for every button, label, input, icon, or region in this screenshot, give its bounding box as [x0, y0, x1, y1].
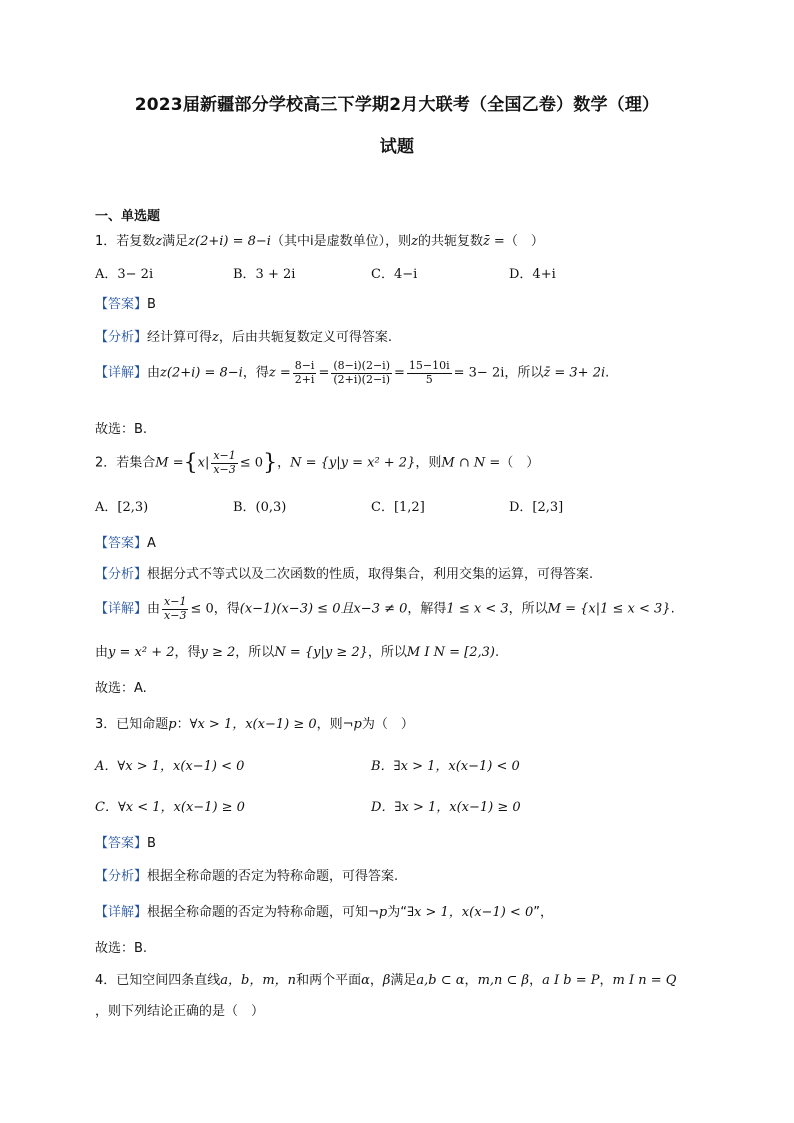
q2-stem-fraction: $\frac{x-1}{x-3}$ [213, 449, 236, 476]
q3-option-d: D．∃x > 1，x(x−1) ≥ 0 [371, 800, 521, 815]
section-heading: 一、单选题 [95, 209, 161, 224]
q2-option-b: B．(0,3) [233, 500, 287, 515]
q1-option-a: A．3− 2i [95, 267, 154, 282]
q1-option-d: D．4+i [509, 267, 556, 282]
q2-detail-1: 【详解】由 $\frac{x-1}{x-3}$ ≤ 0，得(x−1)(x−3) ≤ 0且x−3 ≠ 0，解得1 ≤ x < 3，所以M = {x|1 ≤ x < 3}. [95, 595, 675, 622]
q1-stem: 1．若复数z满足z(2+i) = 8−i（其中i是虚数单位），则z的共轭复数z̄ =（ ） [95, 234, 544, 249]
doc-title-line2: 试题 [379, 137, 415, 157]
q3-choose: 故选：B. [95, 941, 148, 956]
q3-detail: 【详解】根据全称命题的否定为特称命题，可知¬p为“∃x > 1，x(x−1) < 0”， [95, 905, 553, 920]
q1-analysis: 【分析】经计算可得z，后由共轭复数定义可得答案. [95, 330, 393, 345]
q1-frac-2: $\frac{(8-i)(2-i)}{(2+i)(2-i)}$ [333, 359, 390, 386]
q4-stem: 4．已知空间四条直线a，b，m，n和两个平面α，β满足a,b ⊂ α，m,n ⊂ β，a I b = P，m I n = Q [95, 973, 677, 988]
q2-option-a: A．[2,3) [95, 500, 149, 515]
q1-frac-1: $\frac{8-i}{2+i}$ [294, 359, 315, 386]
q2-detail-fraction: $\frac{x-1}{x-3}$ [164, 595, 187, 622]
q1-answer: 【答案】B [95, 297, 156, 312]
q3-analysis: 【分析】根据全称命题的否定为特称命题，可得答案. [95, 869, 399, 884]
q2-option-d: D．[2,3] [509, 500, 564, 515]
q1-frac-3: $\frac{15-10i}{5}$ [408, 359, 450, 386]
doc-title: 2023届新疆部分学校高三下学期2月大联考（全国乙卷）数学（理） [134, 95, 660, 115]
q3-option-a: A．∀x > 1，x(x−1) < 0 [95, 759, 245, 774]
q3-option-b: B．∃x > 1，x(x−1) < 0 [371, 759, 520, 774]
q3-option-c: C．∀x < 1，x(x−1) ≥ 0 [95, 800, 245, 815]
q2-answer: 【答案】A [95, 536, 156, 551]
q3-answer: 【答案】B [95, 836, 156, 851]
q1-choose: 故选：B. [95, 422, 148, 437]
q1-detail: 【详解】由z(2+i) = 8−i，得z = $\frac{8-i}{2+i}$ = $\frac{(8-i)(2-i)}{(2+i)(2-i)}$ = $\frac{15-10i}{5}$ = 3− 2i，所以z̄ = 3+ 2i. [95, 359, 610, 386]
q2-option-c: C．[1,2] [371, 500, 425, 515]
q1-option-c: C．4−i [371, 267, 418, 282]
q2-analysis: 【分析】根据分式不等式以及二次函数的性质，取得集合，利用交集的运算，可得答案. [95, 567, 594, 582]
q2-choose: 故选：A. [95, 681, 147, 696]
q2-detail-2: 由y = x² + 2，得y ≥ 2，所以N = {y|y ≥ 2}，所以M I N = [2,3). [95, 645, 500, 660]
q4-stem-continued: ，则下列结论正确的是（ ） [95, 1004, 265, 1019]
q3-stem: 3．已知命题p：∀x > 1，x(x−1) ≥ 0，则¬p为（ ） [95, 717, 414, 732]
q1-option-b: B．3 + 2i [233, 267, 296, 282]
q2-stem: 2．若集合M ={x| $\frac{x-1}{x-3}$ ≤ 0}，N = {y|y = x² + 2}，则M ∩ N =（ ） [95, 449, 540, 476]
